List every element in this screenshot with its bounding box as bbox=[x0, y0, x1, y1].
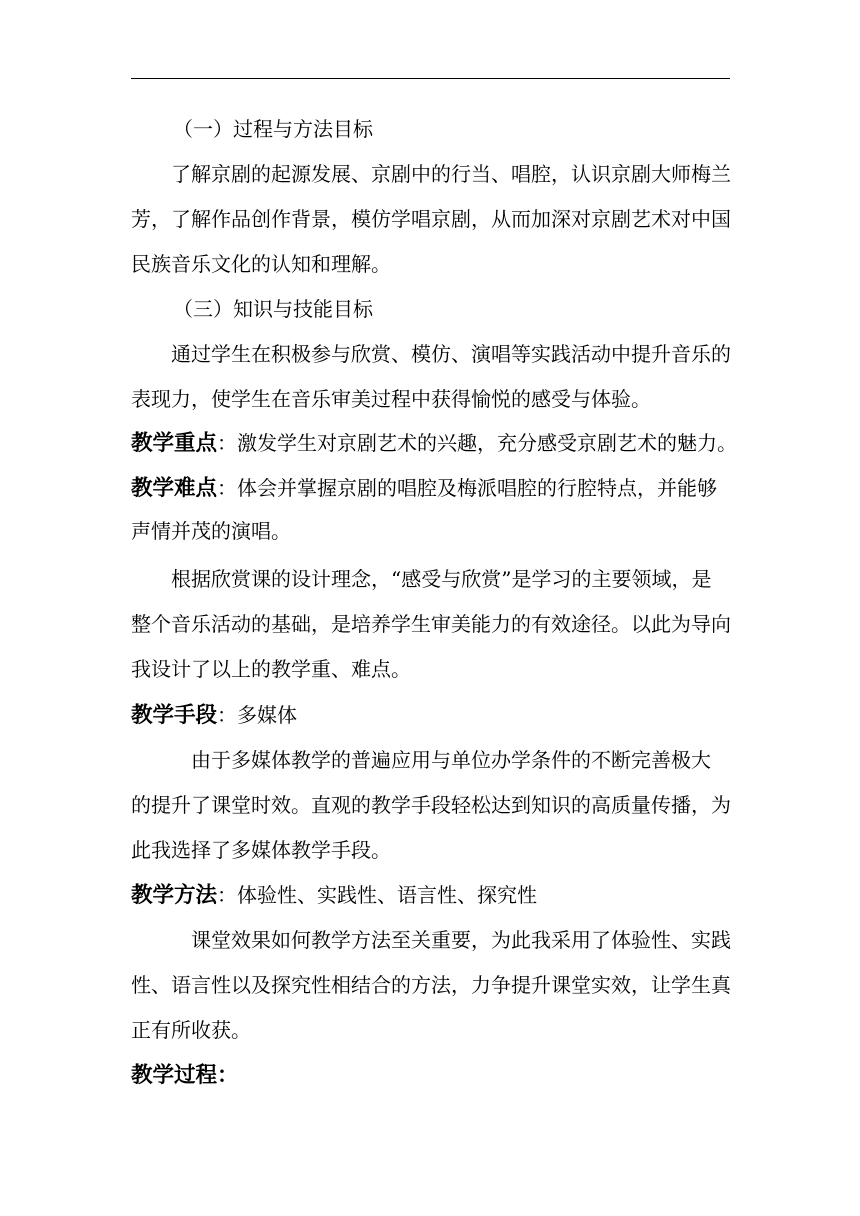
paragraph-line: 由于多媒体教学的普遍应用与单位办学条件的不断完善极大 bbox=[191, 748, 711, 772]
paragraph-line: 此我选择了多媒体教学手段。 bbox=[131, 838, 391, 862]
difficulty-label: 教学难点 bbox=[131, 476, 218, 501]
paragraph-line: 根据欣赏课的设计理念，“感受与欣赏”是学习的主要领域，是 bbox=[171, 567, 712, 591]
methods-line bbox=[131, 881, 537, 909]
paragraph-line: 我设计了以上的教学重、难点。 bbox=[131, 657, 411, 681]
methods-label: 教学方法 bbox=[131, 883, 218, 908]
paragraph-line: 整个音乐活动的基础，是培养学生审美能力的有效途径。以此为导向 bbox=[131, 612, 731, 636]
paragraph-line: 民族音乐文化的认知和理解。 bbox=[131, 252, 391, 276]
means-text: ：多媒体 bbox=[217, 703, 298, 727]
means-line bbox=[131, 701, 297, 729]
methods-text: ：体验性、实践性、语言性、探究性 bbox=[217, 883, 538, 907]
paragraph-line: 通过学生在积极参与欣赏、模仿、演唱等实践活动中提升音乐的 bbox=[171, 342, 731, 366]
section-heading-process-methods: （一）过程与方法目标 bbox=[173, 117, 373, 141]
key-point-label: 教学重点 bbox=[131, 431, 218, 456]
paragraph-line: 芳，了解作品创作背景，模仿学唱京剧，从而加深对京剧艺术对中国 bbox=[131, 207, 731, 231]
paragraph-line: 课堂效果如何教学方法至关重要，为此我采用了体验性、实践 bbox=[191, 928, 731, 952]
paragraph-line: 性、语言性以及探究性相结合的方法，力争提升课堂实效，让学生真 bbox=[131, 973, 731, 997]
key-point-text: ：激发学生对京剧艺术的兴趣，充分感受京剧艺术的魅力。 bbox=[217, 431, 738, 455]
process-label: 教学过程： bbox=[131, 1063, 239, 1088]
section-heading-knowledge-skills: （三）知识与技能目标 bbox=[173, 297, 373, 321]
paragraph-line: 声情并茂的演唱。 bbox=[131, 519, 291, 543]
paragraph-line: 的提升了课堂时效。直观的教学手段轻松达到知识的高质量传播，为 bbox=[131, 793, 731, 817]
paragraph-line: 正有所收获。 bbox=[131, 1018, 251, 1042]
difficulty-text: ：体会并掌握京剧的唱腔及梅派唱腔的行腔特点，并能够 bbox=[217, 476, 718, 500]
paragraph-line: 了解京剧的起源发展、京剧中的行当、唱腔，认识京剧大师梅兰 bbox=[171, 162, 731, 186]
paragraph-line: 表现力，使学生在音乐审美过程中获得愉悦的感受与体验。 bbox=[131, 387, 651, 411]
header-rule bbox=[131, 78, 730, 79]
difficulty-line bbox=[131, 474, 717, 502]
key-point-line bbox=[131, 429, 737, 457]
process-line bbox=[131, 1061, 239, 1089]
means-label: 教学手段 bbox=[131, 703, 218, 728]
